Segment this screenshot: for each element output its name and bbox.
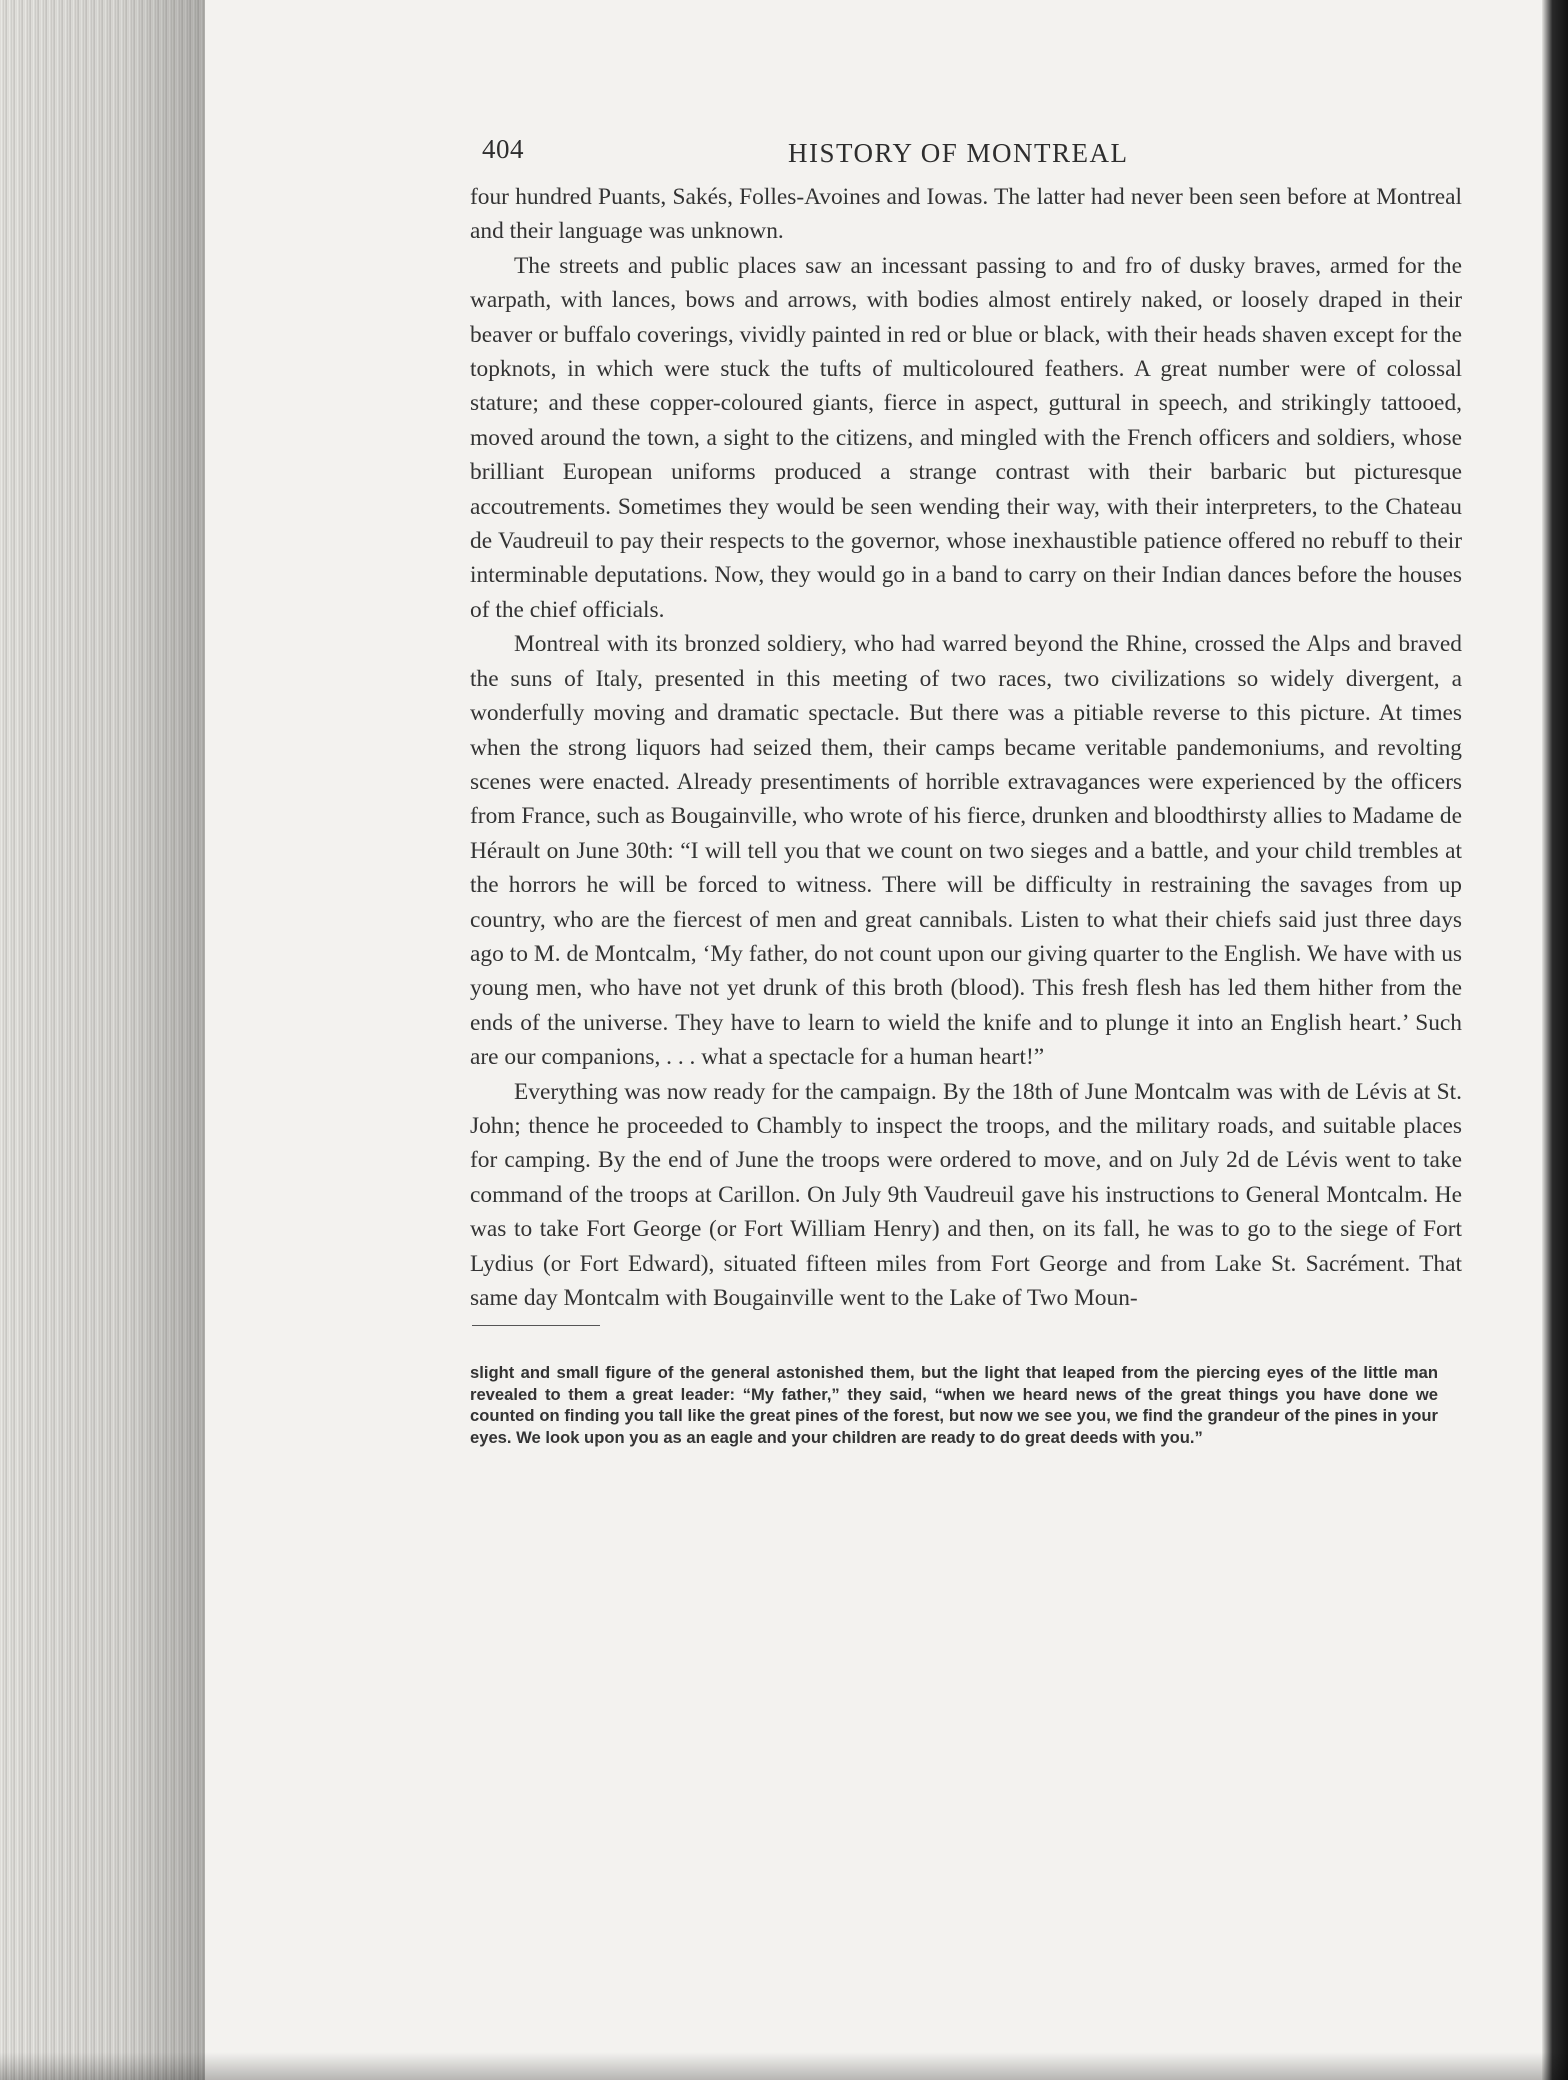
- book-page-edges: [0, 0, 205, 2080]
- paragraph-montreal: Montreal with its bronzed soldiery, who had warred beyond the Rhine, crossed the Alps and braved the suns of Italy, presented in this meeting of two races, two civilizations so widely divergent, a wonderfully moving and dramatic spectacle. But there was a pitiable reverse to this picture. At times when the strong liquors had seized them, their camps became veritable pandemoniums, and revolting scenes were enacted. Already presentiments of horrible extravagances were experienced by the officers from France, such as Bougainville, who wrote of his fierce, drunken and bloodthirsty allies to Madame de Hérault on June 30th: “I will tell you that we count on two sieges and a battle, and your child trembles at the horrors he will be forced to witness. There will be difficulty in restraining the savages from up country, who are the fiercest of men and great cannibals. Listen to what their chiefs said just three days ago to M. de Montcalm, ‘My father, do not count upon our giving quarter to the English. We have with us young men, who have not yet drunk of this broth (blood). This fresh flesh has led them hither from the ends of the universe. They have to learn to wield the knife and to plunge it into an English heart.’ Such are our companions, . . . what a spectacle for a human heart!”: [470, 631, 1462, 1071]
- body-text: [470, 180, 1462, 1315]
- paragraph-continued: four hundred Puants, Sakés, Folles-Avoines and Iowas. The latter had never been seen before at Montreal and their language was unknown.: [470, 184, 1462, 245]
- paragraph-streets: The streets and public places saw an incessant passing to and fro of dusky braves, armed for the warpath, with lances, bows and arrows, with bodies almost entirely naked, or loosely draped in their beaver or buffalo coverings, vividly painted in red or blue or black, with their heads shaven except for the topknots, in which were stuck the tufts of multicoloured feathers. A great number were of colossal stature; and these copper-coloured giants, fierce in aspect, guttural in speech, and strikingly tattooed, moved around the town, a sight to the citizens, and mingled with the French officers and soldiers, whose brilliant European uniforms produced a strange contrast with their barbaric but picturesque accoutrements. Sometimes they would be seen wending their way, with their interpreters, to the Chateau de Vaudreuil to pay their respects to the governor, whose inexhaustible patience offered no rebuff to their interminable deputations. Now, they would go in a band to carry on their Indian dances before the houses of the chief officials.: [470, 252, 1462, 623]
- footnote-rule: [472, 1325, 600, 1326]
- book-page: [470, 130, 1462, 1448]
- scan-right-edge: [1542, 0, 1568, 2080]
- running-head: [470, 130, 1462, 174]
- running-title: HISTORY OF MONTREAL: [788, 138, 1129, 168]
- paragraph-campaign: Everything was now ready for the campaign. By the 18th of June Montcalm was with de Lévis at St. John; thence he proceeded to Chambly to inspect the troops, and the military roads, and suitable places for camping. By the end of June the troops were ordered to move, and on July 2d de Lévis went to take command of the troops at Carillon. On July 9th Vaudreuil gave his instructions to General Montcalm. He was to take Fort George (or Fort William Henry) and then, on its fall, he was to go to the siege of Fort Lydius (or Fort Edward), situated fifteen miles from Fort George and from Lake St. Sacrément. That same day Montcalm with Bougainville went to the Lake of Two Moun-: [470, 1078, 1462, 1311]
- footnote: slight and small figure of the general astonished them, but the light that leaped from the piercing eyes of the little man revealed to them a great leader: “My father,” they said, “when we heard news of the great things you have done we counted on finding you tall like the great pines of the forest, but now we see you, we find the grandeur of the pines in your eyes. We look upon you as an eagle and your children are ready to do great deeds with you.”: [470, 1363, 1438, 1447]
- page-number: 404: [482, 134, 524, 164]
- scan-bottom-shadow: [0, 2052, 1568, 2080]
